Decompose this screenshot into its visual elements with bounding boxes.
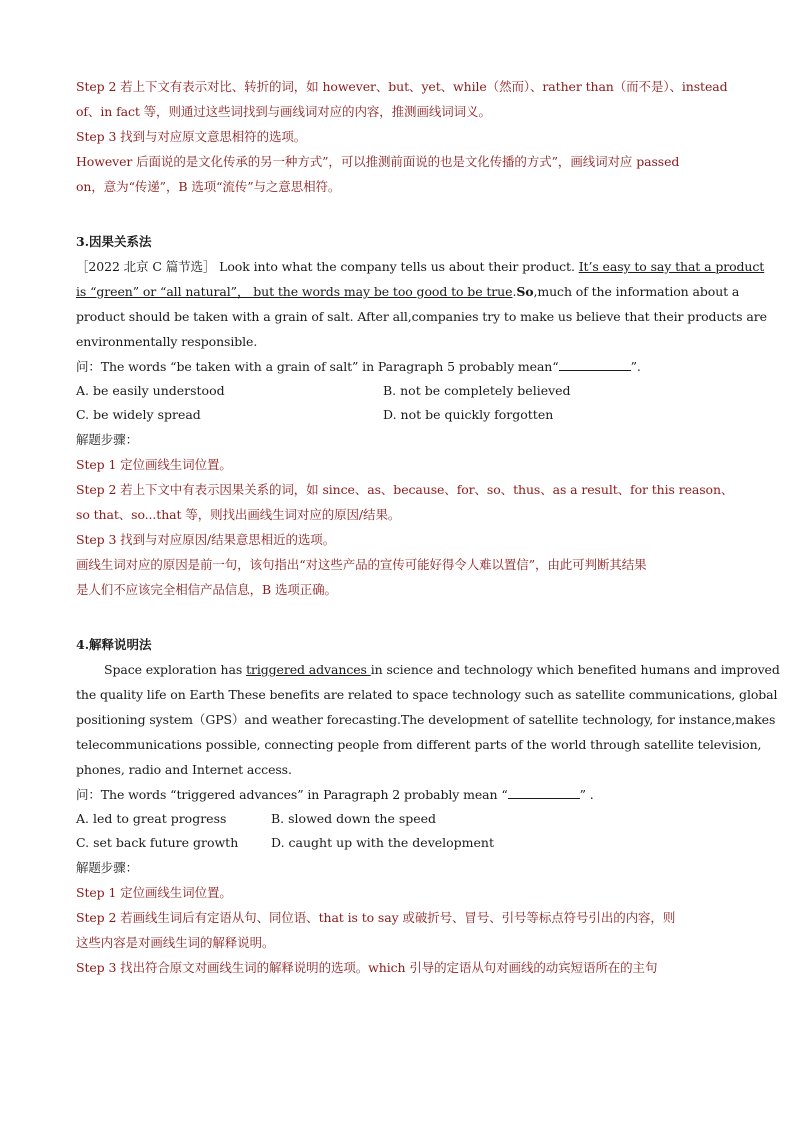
options-row (76, 379, 726, 403)
passage-line: phones, radio and Internet access. (76, 762, 292, 777)
answer-blank (508, 786, 580, 799)
step2-line: Step 2 若画线生词后有定语从句、同位语、that is to say 或破折号、冒号、引号等标点符号引出的内容，则 (76, 910, 676, 925)
passage-line (76, 657, 780, 682)
question-text: 问：The words “be taken with a grain of salt” in Paragraph 5 probably mean“ (76, 359, 559, 374)
step2-line: 这些内容是对画线生词的解释说明。 (76, 935, 275, 950)
step2-line: so that、so...that 等，则找出画线生词对应的原因/结果。 (76, 507, 401, 522)
question-line (76, 782, 726, 807)
steps-label: 解题步骤： (76, 432, 139, 447)
bold-text: So (516, 284, 534, 299)
explanation-line: 是人们不应该完全相信产品信息，B 选项正确。 (76, 582, 337, 597)
section-heading: 3.因果关系法 (76, 234, 152, 249)
option-a: A. led to great progress (76, 811, 227, 826)
step3-line: Step 3 找到与对应原因/结果意思相近的选项。 (76, 532, 336, 547)
question-text: ” . (579, 787, 594, 802)
option-c: C. set back future growth (76, 835, 239, 850)
options-row (76, 403, 726, 427)
option-d: D. not be quickly forgotten (383, 407, 554, 422)
passage-text: in science and technology which benefited humans and improved (370, 662, 780, 677)
passage-text: ［2022 北京 C 篇节选］ Look into what the company tells us about their product. (76, 259, 579, 274)
explanation-line: However 后面说的是文化传承的另一种方式”，可以推测前面说的也是文化传播的方式”，画线词对应 passed (76, 154, 680, 169)
underlined-text: triggered advances (246, 662, 371, 677)
step2-line: Step 2 若上下文中有表示因果关系的词，如 since、as、because、for、so、thus、as a result、for this reason、 (76, 482, 734, 497)
options-row (76, 831, 726, 855)
step2-line: Step 2 若上下文有表示对比、转折的词，如 however、but、yet、while（然而）、rather than（而不是）、instead (76, 79, 728, 94)
passage-line (76, 254, 765, 279)
option-d: D. caught up with the development (271, 835, 494, 850)
option-b: B. not be completely believed (383, 383, 571, 398)
passage-line: positioning system（GPS）and weather forecasting.The development of satellite technology, for instance,makes (76, 712, 776, 727)
passage-line: telecommunications possible, connecting people from different parts of the world through satellite television, (76, 737, 762, 752)
question-line (76, 354, 726, 379)
question-text: ”. (630, 359, 641, 374)
section-heading: 4.解释说明法 (76, 637, 152, 652)
step3-line: Step 3 找出符合原文对画线生词的解释说明的选项。which 引导的定语从句对画线的动宾短语所在的主句 (76, 960, 658, 975)
answer-blank (559, 358, 631, 371)
option-b: B. slowed down the speed (271, 811, 437, 826)
passage-line: product should be taken with a grain of salt. After all,companies try to make us believe that their products are (76, 309, 767, 324)
underlined-text: It’s easy to say that a product (578, 259, 765, 274)
explanation-line: on，意为“传递”，B 选项“流传”与之意思相符。 (76, 179, 341, 194)
passage-line (76, 279, 740, 304)
step3-line: Step 3 找到与对应原文意思相符的选项。 (76, 129, 307, 144)
passage-text: Space exploration has (104, 662, 247, 677)
step1-line: Step 1 定位画线生词位置。 (76, 457, 232, 472)
passage-text: ,much of the information about a (533, 284, 740, 299)
underlined-text: is “green” or “all natural”， but the words may be too good to be true (76, 284, 513, 299)
option-a: A. be easily understood (76, 383, 225, 398)
passage-line: environmentally responsible. (76, 334, 258, 349)
passage-line: the quality life on Earth These benefits are related to space technology such as satellite communications, global (76, 687, 778, 702)
question-text: 问：The words “triggered advances” in Paragraph 2 probably mean “ (76, 787, 508, 802)
steps-label: 解题步骤： (76, 860, 139, 875)
option-c: C. be widely spread (76, 407, 201, 422)
step2-line: of、in fact 等，则通过这些词找到与画线词对应的内容，推测画线词词义。 (76, 104, 491, 119)
step1-line: Step 1 定位画线生词位置。 (76, 885, 232, 900)
explanation-line: 画线生词对应的原因是前一句，该句指出“对这些产品的宣传可能好得令人难以置信”，由此可判断其结果 (76, 557, 647, 572)
page-content (76, 74, 780, 980)
options-row (76, 807, 726, 831)
passage-text: . (512, 284, 517, 299)
